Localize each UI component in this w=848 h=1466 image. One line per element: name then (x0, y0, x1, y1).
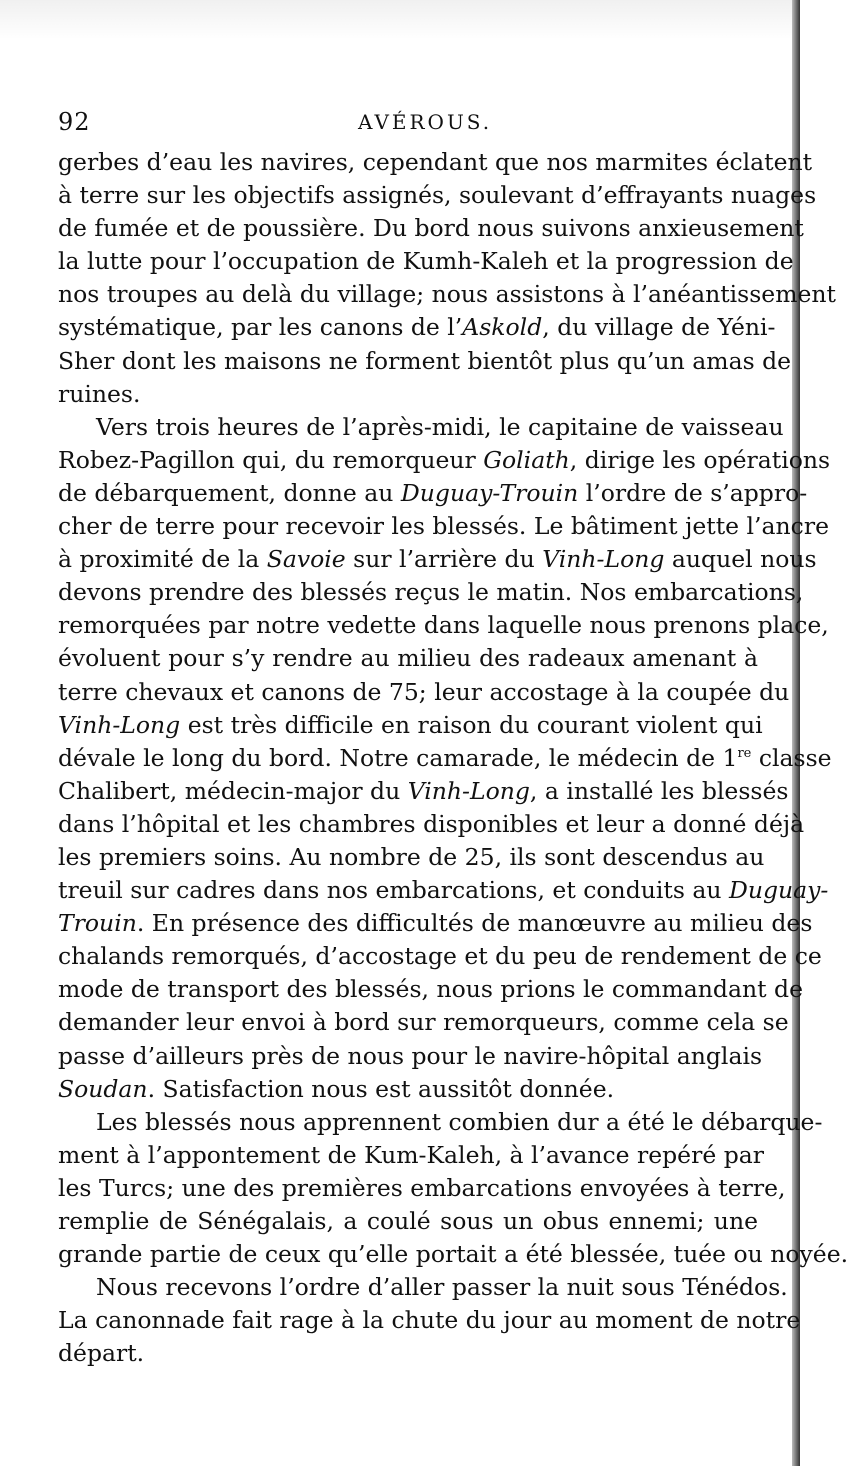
text-line (58, 311, 776, 344)
text-line (58, 1106, 823, 1139)
text-line (58, 642, 758, 675)
text-line (58, 742, 832, 775)
text-line (58, 973, 803, 1006)
text-segment: Les blessés nous apprennent combien dur a été le débarque- (96, 1107, 823, 1136)
text-segment: Robez-Pagillon qui, du remorqueur (58, 445, 484, 474)
text-line (58, 609, 829, 642)
text-line (58, 1040, 763, 1073)
text-segment: La canonnade fait rage à la chute du jour au moment de notre (58, 1306, 801, 1335)
text-line (58, 1304, 801, 1337)
text-segment: départ. (58, 1339, 145, 1368)
italic-text: Vinh-Long (542, 545, 665, 574)
text-line (58, 775, 789, 808)
text-line (58, 1139, 764, 1172)
page-header (58, 108, 758, 142)
text-segment: auquel nous (664, 545, 817, 574)
text-segment: ment à l’appontement de Kum-Kaleh, à l’avance repéré par (58, 1140, 764, 1169)
text-line (58, 444, 831, 477)
text-segment: l’ordre de s’appro- (578, 478, 808, 507)
italic-text: Duguay-Trouin (400, 478, 579, 507)
text-segment: . Satisfaction nous est aussitôt donnée. (147, 1074, 615, 1103)
text-segment: dévale le long du bord. Notre camarade, le médecin de 1 (58, 743, 738, 772)
text-line (58, 1172, 786, 1205)
italic-text: Askold (462, 313, 543, 342)
text-segment: sur l’arrière du (345, 545, 543, 574)
text-segment: chalands remorqués, d’accostage et du peu de rendement de ce (58, 942, 822, 971)
italic-text: Duguay- (728, 876, 829, 905)
text-segment: Vers trois heures de l’après-midi, le capitaine de vaisseau (96, 412, 784, 441)
text-segment: de débarquement, donne au (58, 478, 401, 507)
text-line (58, 841, 765, 874)
text-segment: remplie de Sénégalais, a coulé sous un obus ennemi; une (58, 1207, 758, 1235)
italic-text: Soudan (58, 1074, 148, 1103)
text-segment: Chalibert, médecin-major du (58, 776, 408, 805)
text-line (58, 212, 804, 245)
text-segment: nos troupes au delà du village; nous assistons à l’anéantissement (58, 280, 836, 309)
page-number: 92 (58, 108, 91, 136)
text-line (58, 940, 822, 973)
text-segment: systématique, par les canons de l’ (58, 313, 463, 342)
text-segment: classe (751, 743, 832, 772)
text-segment: treuil sur cadres dans nos embarcations, et conduits au (58, 876, 729, 905)
text-segment: la lutte pour l’occupation de Kumh-Kaleh et la progression de (58, 247, 794, 276)
text-segment: mode de transport des blessés, nous prions le commandant de (58, 975, 803, 1004)
text-line (58, 278, 836, 311)
text-segment: , dirige les opérations (569, 445, 831, 474)
superscript-text: re (737, 745, 752, 761)
text-line (58, 1271, 788, 1304)
text-segment: terre chevaux et canons de 75; leur accostage à la coupée du (58, 677, 790, 706)
text-line (58, 378, 758, 411)
text-segment: gerbes d’eau les navires, cependant que nos marmites éclatent (58, 148, 813, 176)
italic-text: Vinh-Long (407, 776, 530, 805)
text-segment: Sher dont les maisons ne forment bientôt plus qu’un amas de (58, 346, 792, 375)
text-line (58, 1337, 758, 1370)
text-line (58, 510, 829, 543)
text-line (58, 1006, 789, 1039)
text-segment: ruines. (58, 379, 141, 408)
text-line (58, 808, 805, 841)
text-line (58, 411, 784, 444)
text-segment: à proximité de la (58, 545, 267, 574)
text-segment: devons prendre des blessés reçus le matin. Nos embarcations, (58, 578, 804, 607)
text-segment: demander leur envoi à bord sur remorqueurs, comme cela se (58, 1008, 789, 1037)
text-line (58, 1073, 758, 1106)
italic-text: Goliath (483, 445, 570, 474)
body-text (58, 146, 848, 1370)
text-segment: , du village de Yéni- (542, 313, 776, 342)
text-segment: cher de terre pour recevoir les blessés. Le bâtiment jette l’ancre (58, 512, 829, 541)
text-line (58, 1205, 758, 1238)
scan-top-shading (0, 0, 800, 40)
text-line (58, 245, 794, 278)
running-head: AVÉROUS. (358, 110, 493, 134)
text-line (58, 477, 808, 510)
text-line (58, 345, 792, 378)
text-segment: passe d’ailleurs près de nous pour le navire-hôpital anglais (58, 1041, 763, 1070)
text-segment: . En présence des difficultés de manœuvre au milieu des (136, 909, 813, 938)
italic-text: Vinh-Long (58, 710, 181, 739)
text-line (58, 676, 790, 709)
text-segment: Nous recevons l’ordre d’aller passer la nuit sous Ténédos. (96, 1273, 788, 1302)
text-segment: , a installé les blessés (529, 776, 789, 805)
text-line (58, 576, 804, 609)
text-line (58, 709, 763, 742)
text-segment: grande partie de ceux qu’elle portait a été blessée, tuée ou noyée. (58, 1240, 848, 1269)
text-segment: les Turcs; une des premières embarcations envoyées à terre, (58, 1173, 786, 1202)
text-segment: de fumée et de poussière. Du bord nous suivons anxieusement (58, 214, 804, 243)
text-line (58, 179, 817, 212)
text-segment: remorquées par notre vedette dans laquelle nous prenons place, (58, 611, 829, 640)
text-line (58, 874, 829, 907)
italic-text: Savoie (266, 545, 346, 574)
text-line (58, 543, 817, 576)
text-line (58, 907, 813, 940)
text-segment: évoluent pour s’y rendre au milieu des radeaux amenant à (58, 644, 758, 673)
text-segment: les premiers soins. Au nombre de 25, ils sont descendus au (58, 842, 765, 871)
italic-text: Trouin (58, 909, 137, 938)
text-line (58, 146, 813, 179)
text-segment: est très difficile en raison du courant violent qui (180, 710, 763, 739)
text-segment: dans l’hôpital et les chambres disponibles et leur a donné déjà (58, 809, 805, 838)
text-line (58, 1238, 848, 1271)
text-segment: à terre sur les objectifs assignés, soulevant d’effrayants nuages (58, 181, 817, 210)
